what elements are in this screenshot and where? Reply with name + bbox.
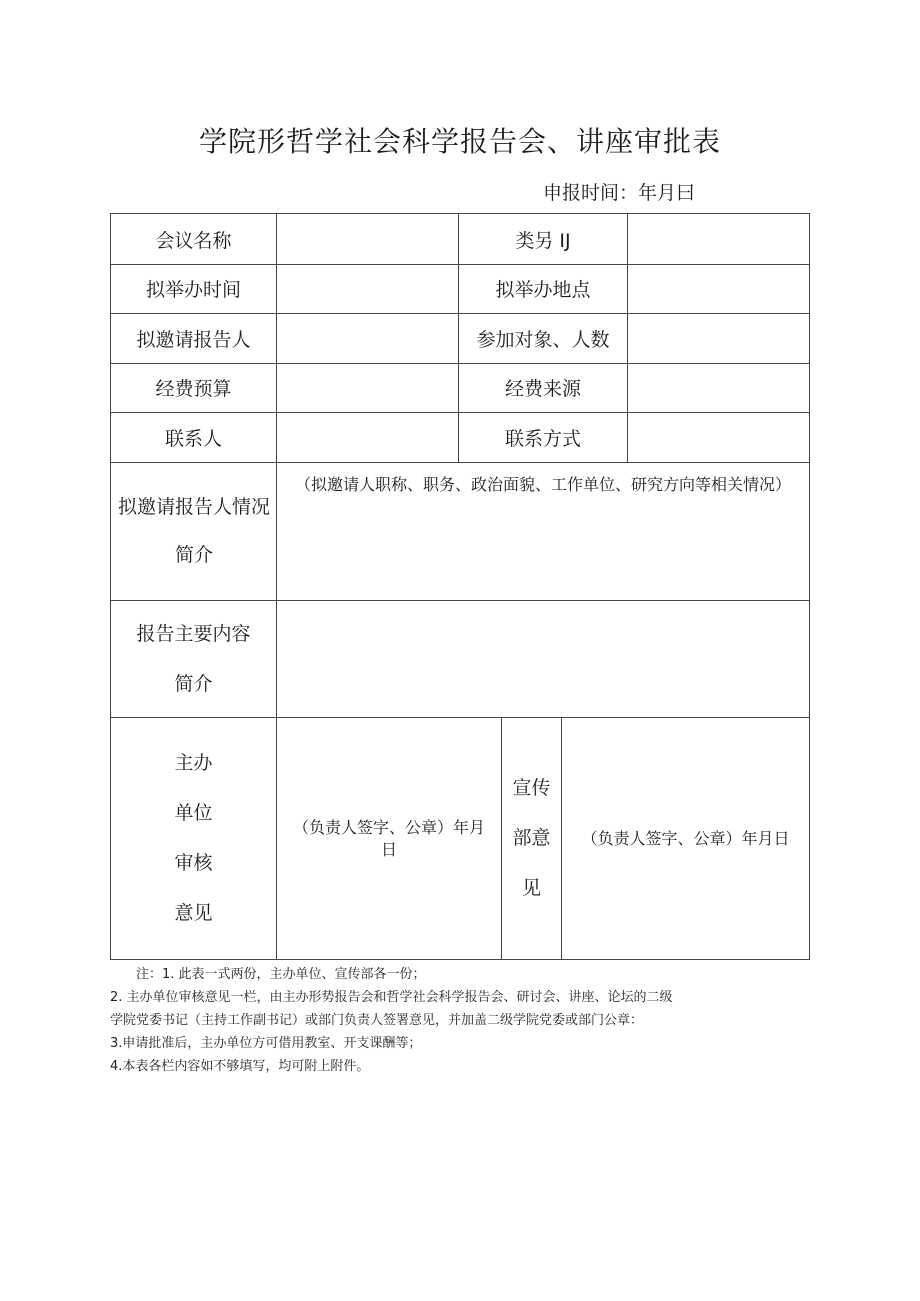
approval-form-table <box>110 213 810 960</box>
host-review-label-line: 审核 <box>174 852 213 874</box>
planned-time-label: 拟举办时间 <box>145 279 241 301</box>
publicity-sign-line: （负责人签字、公章）年月日 <box>581 828 790 848</box>
contact-person-label: 联系人 <box>164 427 222 450</box>
form-notes <box>110 963 830 1078</box>
audience-count-field[interactable] <box>628 313 809 363</box>
host-review-label-line: 意见 <box>174 902 213 924</box>
funding-source-field[interactable] <box>628 363 809 412</box>
publicity-label-line: 宣传 <box>512 777 551 799</box>
note-line: 学院党委书记（主持工作副书记）或部门负责人签署意见，并加盖二级学院党委或部门公章： <box>110 1013 644 1028</box>
contact-person-field[interactable] <box>277 412 458 462</box>
report-content-label-line2: 简介 <box>174 672 213 695</box>
speaker-intro-field[interactable] <box>277 463 809 600</box>
planned-venue-label: 拟举办地点 <box>495 279 591 301</box>
host-sign-line1: （负责人签字、公章）年月 <box>292 817 485 837</box>
note-line: 2. 主办单位审核意见一栏，由主办形势报告会和哲学社会科学报告会、研讨会、讲座、论坛的二级 <box>110 990 673 1005</box>
application-date-label: 申报时间：年月曰 <box>543 182 696 204</box>
invited-speaker-field[interactable] <box>277 313 458 363</box>
planned-time-field[interactable] <box>277 264 458 313</box>
page-title: 学院形哲学社会科学报告会、讲座审批表 <box>198 125 721 158</box>
host-review-label-line: 主办 <box>174 752 213 774</box>
meeting-name-field[interactable] <box>277 214 458 264</box>
report-content-label-line1: 报告主要内容 <box>136 622 251 645</box>
budget-field[interactable] <box>277 363 458 412</box>
note-line: 注：1. 此表一式两份，主办单位、宣传部各一份； <box>136 967 426 982</box>
contact-method-field[interactable] <box>628 412 809 462</box>
report-content-label <box>111 600 276 717</box>
speaker-intro-label: 拟邀请报告人情况简介 <box>117 496 270 566</box>
publicity-dept-review-label <box>502 717 561 959</box>
publicity-label-line: 部意 <box>512 827 551 849</box>
publicity-label-line: 见 <box>521 877 541 899</box>
contact-method-label: 联系方式 <box>504 427 581 450</box>
budget-label: 经费预算 <box>155 378 232 400</box>
host-review-label-line: 单位 <box>174 802 213 824</box>
note-line: 4.本表各栏内容如不够填写，均可附上附件。 <box>110 1059 370 1074</box>
category-field[interactable] <box>628 214 809 264</box>
host-sign-line2: 日 <box>380 839 397 859</box>
audience-count-label: 参加对象、人数 <box>476 328 610 351</box>
meeting-name-label: 会议名称 <box>155 229 232 252</box>
speaker-intro-hint: （拟邀请人职称、职务、政治面貌、工作单位、研究方向等相关情况） <box>295 475 792 494</box>
invited-speaker-label: 拟邀请报告人 <box>136 328 251 351</box>
report-content-field[interactable] <box>277 601 809 717</box>
note-line: 3.申请批准后，主办单位方可借用教室、开支课酬等； <box>110 1036 422 1051</box>
host-unit-review-label <box>111 717 276 959</box>
category-label: 类另 IJ <box>515 229 571 252</box>
funding-source-label: 经费来源 <box>504 378 581 400</box>
publicity-dept-review-field[interactable] <box>562 718 809 959</box>
planned-venue-field[interactable] <box>628 264 809 313</box>
host-unit-review-field[interactable] <box>277 718 501 959</box>
